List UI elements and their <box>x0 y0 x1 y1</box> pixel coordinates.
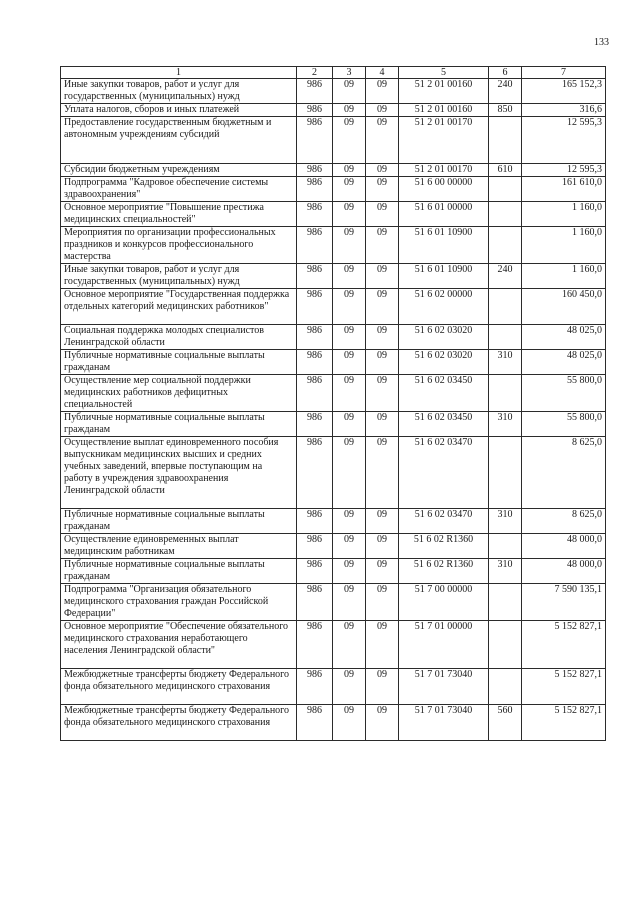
row-target-article-cell: 51 2 01 00160 <box>399 104 489 117</box>
table-row <box>61 202 606 227</box>
row-grbs-cell: 986 <box>297 227 333 264</box>
row-amount-cell: 5 152 827,1 <box>522 705 606 741</box>
row-grbs-cell: 986 <box>297 534 333 559</box>
row-expense-type-cell <box>489 117 522 164</box>
row-target-article-cell: 51 6 02 03020 <box>399 350 489 375</box>
row-amount-cell: 1 160,0 <box>522 264 606 289</box>
row-target-article-cell: 51 7 00 00000 <box>399 584 489 621</box>
row-target-article-cell: 51 6 01 10900 <box>399 264 489 289</box>
row-subsection-cell: 09 <box>366 117 399 164</box>
table-row <box>61 509 606 534</box>
table-row <box>61 350 606 375</box>
row-amount-cell: 48 025,0 <box>522 325 606 350</box>
row-grbs-cell: 986 <box>297 117 333 164</box>
header-cell: 2 <box>297 67 333 79</box>
row-name-cell: Предоставление государственным бюджетным и автономным учреждениям субсидий <box>61 117 297 164</box>
row-expense-type-cell <box>489 621 522 669</box>
table-row <box>61 264 606 289</box>
row-section-cell: 09 <box>333 621 366 669</box>
row-expense-type-cell: 310 <box>489 350 522 375</box>
row-amount-cell: 316,6 <box>522 104 606 117</box>
row-amount-cell: 1 160,0 <box>522 227 606 264</box>
row-target-article-cell: 51 6 02 00000 <box>399 289 489 325</box>
row-name-cell: Осуществление единовременных выплат медицинским работникам <box>61 534 297 559</box>
row-name-cell: Основное мероприятие "Государственная поддержка отдельных категорий медицинских работников" <box>61 289 297 325</box>
table-row <box>61 117 606 164</box>
row-amount-cell: 8 625,0 <box>522 509 606 534</box>
row-expense-type-cell <box>489 177 522 202</box>
row-name-cell: Иные закупки товаров, работ и услуг для государственных (муниципальных) нужд <box>61 79 297 104</box>
row-grbs-cell: 986 <box>297 509 333 534</box>
row-grbs-cell: 986 <box>297 621 333 669</box>
row-grbs-cell: 986 <box>297 669 333 705</box>
row-amount-cell: 5 152 827,1 <box>522 669 606 705</box>
row-subsection-cell: 09 <box>366 509 399 534</box>
row-name-cell: Подпрограмма "Организация обязательного медицинского страхования граждан Российской Федерации" <box>61 584 297 621</box>
row-name-cell: Мероприятия по организации профессиональных праздников и конкурсов профессионального мастерства <box>61 227 297 264</box>
row-target-article-cell: 51 7 01 73040 <box>399 705 489 741</box>
row-subsection-cell: 09 <box>366 325 399 350</box>
row-section-cell: 09 <box>333 177 366 202</box>
row-name-cell: Публичные нормативные социальные выплаты гражданам <box>61 350 297 375</box>
row-amount-cell: 48 000,0 <box>522 559 606 584</box>
row-subsection-cell: 09 <box>366 79 399 104</box>
header-cell: 5 <box>399 67 489 79</box>
row-amount-cell: 7 590 135,1 <box>522 584 606 621</box>
row-subsection-cell: 09 <box>366 289 399 325</box>
row-section-cell: 09 <box>333 559 366 584</box>
row-grbs-cell: 986 <box>297 164 333 177</box>
row-name-cell: Подпрограмма "Кадровое обеспечение системы здравоохранения" <box>61 177 297 202</box>
row-section-cell: 09 <box>333 117 366 164</box>
row-subsection-cell: 09 <box>366 164 399 177</box>
row-grbs-cell: 986 <box>297 264 333 289</box>
row-name-cell: Публичные нормативные социальные выплаты гражданам <box>61 559 297 584</box>
row-subsection-cell: 09 <box>366 177 399 202</box>
row-expense-type-cell <box>489 669 522 705</box>
table-row <box>61 164 606 177</box>
row-section-cell: 09 <box>333 584 366 621</box>
row-subsection-cell: 09 <box>366 412 399 437</box>
table-row <box>61 437 606 509</box>
table-row <box>61 559 606 584</box>
row-target-article-cell: 51 2 01 00170 <box>399 117 489 164</box>
row-section-cell: 09 <box>333 164 366 177</box>
row-expense-type-cell: 240 <box>489 264 522 289</box>
row-amount-cell: 161 610,0 <box>522 177 606 202</box>
row-amount-cell: 55 800,0 <box>522 375 606 412</box>
row-expense-type-cell <box>489 289 522 325</box>
table-row <box>61 79 606 104</box>
row-grbs-cell: 986 <box>297 325 333 350</box>
row-section-cell: 09 <box>333 289 366 325</box>
row-name-cell: Публичные нормативные социальные выплаты гражданам <box>61 412 297 437</box>
row-grbs-cell: 986 <box>297 350 333 375</box>
row-section-cell: 09 <box>333 325 366 350</box>
row-subsection-cell: 09 <box>366 350 399 375</box>
row-expense-type-cell: 310 <box>489 509 522 534</box>
row-target-article-cell: 51 6 02 03450 <box>399 412 489 437</box>
row-name-cell: Субсидии бюджетным учреждениям <box>61 164 297 177</box>
row-grbs-cell: 986 <box>297 375 333 412</box>
row-amount-cell: 48 000,0 <box>522 534 606 559</box>
header-cell: 3 <box>333 67 366 79</box>
table-row <box>61 621 606 669</box>
row-target-article-cell: 51 7 01 00000 <box>399 621 489 669</box>
header-cell: 4 <box>366 67 399 79</box>
table-row <box>61 584 606 621</box>
row-expense-type-cell <box>489 584 522 621</box>
row-section-cell: 09 <box>333 104 366 117</box>
row-subsection-cell: 09 <box>366 202 399 227</box>
row-name-cell: Осуществление выплат единовременного пособия выпускникам медицинских высших и средних учебных заведений, впервые поступающим на работу в учреждения здравоохранения Ленинградской области <box>61 437 297 509</box>
row-section-cell: 09 <box>333 350 366 375</box>
page-number: 133 <box>594 37 609 48</box>
row-target-article-cell: 51 6 02 03450 <box>399 375 489 412</box>
row-expense-type-cell: 560 <box>489 705 522 741</box>
row-grbs-cell: 986 <box>297 289 333 325</box>
budget-table <box>60 66 606 741</box>
row-target-article-cell: 51 6 00 00000 <box>399 177 489 202</box>
row-target-article-cell: 51 6 01 00000 <box>399 202 489 227</box>
row-expense-type-cell <box>489 202 522 227</box>
row-section-cell: 09 <box>333 375 366 412</box>
row-expense-type-cell: 310 <box>489 412 522 437</box>
row-grbs-cell: 986 <box>297 584 333 621</box>
row-grbs-cell: 986 <box>297 705 333 741</box>
row-section-cell: 09 <box>333 227 366 264</box>
row-target-article-cell: 51 6 02 03470 <box>399 509 489 534</box>
row-expense-type-cell: 610 <box>489 164 522 177</box>
row-section-cell: 09 <box>333 669 366 705</box>
row-name-cell: Уплата налогов, сборов и иных платежей <box>61 104 297 117</box>
row-name-cell: Основное мероприятие "Обеспечение обязательного медицинского страхования неработающего населения Ленинградской области" <box>61 621 297 669</box>
row-section-cell: 09 <box>333 202 366 227</box>
table-row <box>61 325 606 350</box>
row-subsection-cell: 09 <box>366 264 399 289</box>
row-expense-type-cell <box>489 325 522 350</box>
row-section-cell: 09 <box>333 534 366 559</box>
row-amount-cell: 12 595,3 <box>522 117 606 164</box>
row-amount-cell: 12 595,3 <box>522 164 606 177</box>
header-cell: 6 <box>489 67 522 79</box>
row-name-cell: Социальная поддержка молодых специалистов Ленинградской области <box>61 325 297 350</box>
row-amount-cell: 8 625,0 <box>522 437 606 509</box>
row-subsection-cell: 09 <box>366 437 399 509</box>
row-name-cell: Межбюджетные трансферты бюджету Федерального фонда обязательного медицинского страхования <box>61 669 297 705</box>
row-section-cell: 09 <box>333 264 366 289</box>
row-name-cell: Иные закупки товаров, работ и услуг для государственных (муниципальных) нужд <box>61 264 297 289</box>
row-grbs-cell: 986 <box>297 177 333 202</box>
row-expense-type-cell <box>489 227 522 264</box>
row-subsection-cell: 09 <box>366 705 399 741</box>
row-target-article-cell: 51 6 01 10900 <box>399 227 489 264</box>
row-subsection-cell: 09 <box>366 375 399 412</box>
row-amount-cell: 48 025,0 <box>522 350 606 375</box>
row-target-article-cell: 51 6 02 03470 <box>399 437 489 509</box>
row-target-article-cell: 51 2 01 00160 <box>399 79 489 104</box>
row-expense-type-cell: 240 <box>489 79 522 104</box>
table-row <box>61 375 606 412</box>
row-name-cell: Осуществление мер социальной поддержки медицинских работников дефицитных специальностей <box>61 375 297 412</box>
table-row <box>61 412 606 437</box>
table-row <box>61 177 606 202</box>
table-header-row <box>61 67 606 79</box>
table-row <box>61 705 606 741</box>
row-amount-cell: 55 800,0 <box>522 412 606 437</box>
row-expense-type-cell <box>489 437 522 509</box>
row-subsection-cell: 09 <box>366 669 399 705</box>
row-grbs-cell: 986 <box>297 437 333 509</box>
table-row <box>61 534 606 559</box>
row-name-cell: Основное мероприятие "Повышение престижа медицинских специальностей" <box>61 202 297 227</box>
table-row <box>61 104 606 117</box>
row-name-cell: Публичные нормативные социальные выплаты гражданам <box>61 509 297 534</box>
row-subsection-cell: 09 <box>366 584 399 621</box>
row-amount-cell: 5 152 827,1 <box>522 621 606 669</box>
row-grbs-cell: 986 <box>297 79 333 104</box>
row-subsection-cell: 09 <box>366 227 399 264</box>
row-subsection-cell: 09 <box>366 534 399 559</box>
header-cell: 1 <box>61 67 297 79</box>
row-target-article-cell: 51 2 01 00170 <box>399 164 489 177</box>
row-expense-type-cell <box>489 375 522 412</box>
table-row <box>61 289 606 325</box>
row-section-cell: 09 <box>333 79 366 104</box>
row-subsection-cell: 09 <box>366 559 399 584</box>
row-grbs-cell: 986 <box>297 412 333 437</box>
row-section-cell: 09 <box>333 509 366 534</box>
row-amount-cell: 165 152,3 <box>522 79 606 104</box>
row-amount-cell: 160 450,0 <box>522 289 606 325</box>
row-section-cell: 09 <box>333 412 366 437</box>
row-grbs-cell: 986 <box>297 559 333 584</box>
row-target-article-cell: 51 6 02 R1360 <box>399 559 489 584</box>
row-subsection-cell: 09 <box>366 621 399 669</box>
row-grbs-cell: 986 <box>297 202 333 227</box>
table-row <box>61 227 606 264</box>
row-target-article-cell: 51 6 02 03020 <box>399 325 489 350</box>
row-section-cell: 09 <box>333 437 366 509</box>
row-amount-cell: 1 160,0 <box>522 202 606 227</box>
header-cell: 7 <box>522 67 606 79</box>
row-section-cell: 09 <box>333 705 366 741</box>
row-grbs-cell: 986 <box>297 104 333 117</box>
row-expense-type-cell <box>489 534 522 559</box>
row-expense-type-cell: 310 <box>489 559 522 584</box>
table-row <box>61 669 606 705</box>
row-target-article-cell: 51 7 01 73040 <box>399 669 489 705</box>
row-target-article-cell: 51 6 02 R1360 <box>399 534 489 559</box>
row-name-cell: Межбюджетные трансферты бюджету Федерального фонда обязательного медицинского страхования <box>61 705 297 741</box>
row-subsection-cell: 09 <box>366 104 399 117</box>
row-expense-type-cell: 850 <box>489 104 522 117</box>
